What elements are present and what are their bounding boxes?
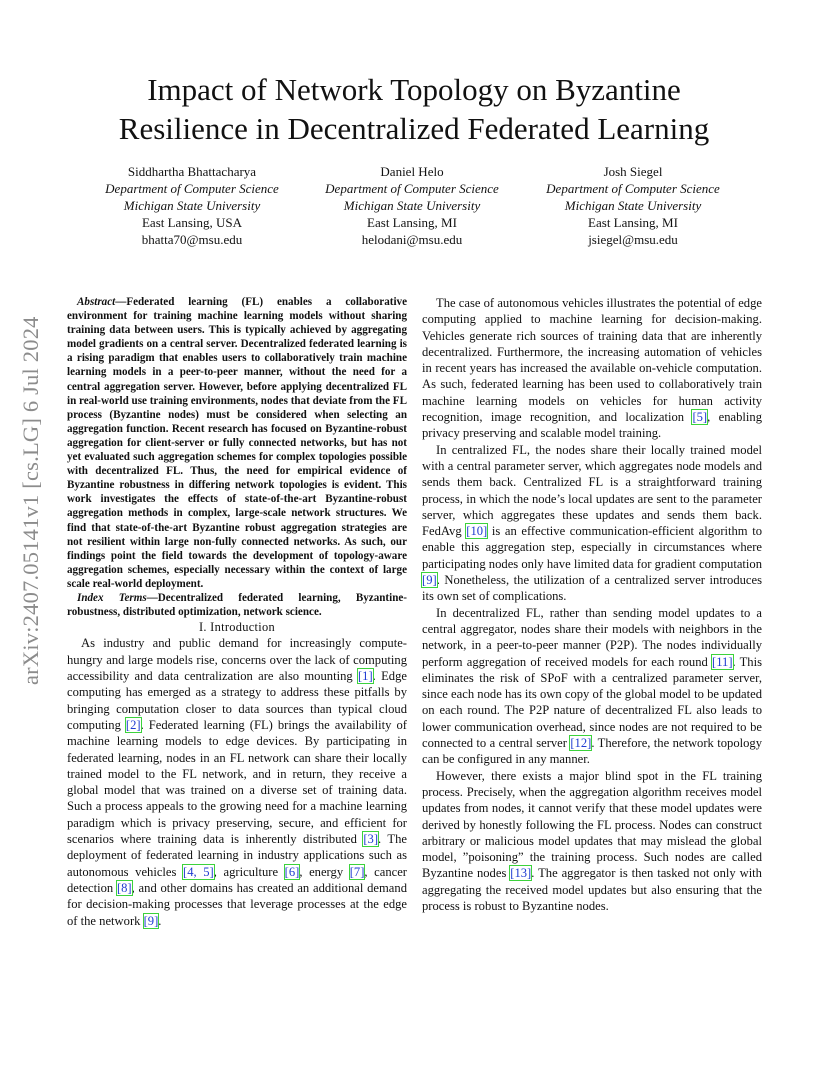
index-terms <box>67 591 407 619</box>
text-run: . The deployment of federated learning in industry applications such as autonomous vehicles <box>67 832 407 879</box>
title-line-1: Impact of Network Topology on Byzantine <box>147 72 681 107</box>
text-run: However, there exists a major blind spot in the FL training process. Precisely, when the aggregation algorithm receives model updates from nodes, it cannot verify that these model updates were derived by honestly following the FL process. Nodes can construct arbitrary or malicious model updates that may mislead the global model, ”poisoning” the training process. Such nodes are called Byzantine nodes <box>422 768 762 881</box>
text-run: The case of autonomous vehicles illustrates the potential of edge computing applied to machine learning for decision-making. Vehicles generate rich sources of training data that are inherently decentralized. Furthermore, the increasing automation of vehicles in recent years has increased the available on-vehicle computation. As such, federated learning has been used to collaboratively train machine learning models on vehicles for human activity recognition, image recognition, and localization <box>422 296 762 425</box>
text-run: , agriculture <box>213 864 285 879</box>
citation-link[interactable]: [13] <box>510 866 532 881</box>
text-run: In decentralized FL, rather than sending model updates to a central aggregator, nodes share their models with neighbors in the network, in a peer-to-peer manner (P2P). The nodes individually perform aggregation of received models for each round <box>422 605 762 669</box>
text-run: . This eliminates the risk of SPoF with a centralized parameter server, since each node has its own copy of the global model to be updated on each round. The P2P nature of decentralized FL also leads to lower communication overhead, since nodes are not required to be connected to a central server <box>422 654 762 751</box>
text-run: . <box>158 913 162 928</box>
text-run: . Nonetheless, the utilization of a centralized server introduces its own set of complications. <box>422 573 762 604</box>
citation-link[interactable]: [9] <box>422 573 437 588</box>
author-department: Department of Computer Science <box>546 181 720 196</box>
abstract <box>67 295 407 619</box>
author-block-1 <box>82 163 302 248</box>
author-department: Department of Computer Science <box>325 181 499 196</box>
citation-link[interactable]: [10] <box>466 524 488 539</box>
citation-link[interactable]: [3] <box>363 832 379 847</box>
text-run: . Federated learning (FL) brings the availability of machine learning models to edge devices. By participating in federated learning, nodes in an FL network can share their locally trained model to the FL network, and in return, they receive a global model that was trained on a diverse set of training data. Such a process appeals to the growing need for a machine learning paradigm which is privacy preserving, secure, and efficient for scenarios where training data is inherently distributed <box>67 717 407 847</box>
text-run: . Edge computing has emerged as a strategy to address these pitfalls by bringing computation closer to data sources than typical cloud computing <box>67 669 407 732</box>
paragraph-byzantine-nodes <box>422 768 762 915</box>
citation-link[interactable]: [7] <box>349 864 365 879</box>
paragraph-autonomous-vehicles <box>422 295 762 442</box>
author-name: Daniel Helo <box>380 164 444 179</box>
arxiv-stamp-text: arXiv:2407.05141v1 [cs.LG] 6 Jul 2024 <box>18 316 43 685</box>
author-block-2 <box>302 163 522 248</box>
text-run: , and other domains has created an additional demand for decision-making processes that leverage processes at the edge of the network <box>67 880 407 928</box>
abstract-label: Abstract <box>77 296 116 308</box>
citation-link[interactable]: [1] <box>357 669 373 684</box>
author-university: Michigan State University <box>564 198 702 213</box>
text-run: . The aggregator is then tasked not only with aggregating the received model updates but also ensuring that the process is robust to Byzantine nodes. <box>422 866 762 913</box>
text-run: , cancer detection <box>67 864 407 895</box>
index-terms-text: —Decentralized federated learning, Byzantine-robustness, distributed optimization, network science. <box>67 591 407 619</box>
citation-link[interactable]: [5] <box>692 410 708 425</box>
citation-link[interactable]: [8] <box>116 880 132 895</box>
citation-link[interactable]: [4, 5] <box>183 864 214 879</box>
paragraph-centralized-fl <box>422 442 762 605</box>
abstract-paragraph <box>67 295 407 591</box>
author-department: Department of Computer Science <box>105 181 279 196</box>
section-heading-introduction: I. Introduction <box>198 620 276 635</box>
citation-link[interactable]: [9] <box>143 913 159 928</box>
author-email: bhatta70@msu.edu <box>141 232 243 247</box>
author-location: East Lansing, MI <box>588 215 678 230</box>
author-email: helodani@msu.edu <box>361 232 463 247</box>
intro-paragraph-1 <box>67 635 407 928</box>
index-terms-label: Index Terms <box>77 591 147 604</box>
author-location: East Lansing, MI <box>367 215 457 230</box>
title-line-2: Resilience in Decentralized Federated Learning <box>118 111 710 146</box>
citation-link[interactable]: [6] <box>284 864 300 879</box>
citation-link[interactable]: [12] <box>570 736 592 751</box>
author-name: Siddhartha Bhattacharya <box>127 164 257 179</box>
author-email: jsiegel@msu.edu <box>588 232 678 247</box>
author-university: Michigan State University <box>123 198 261 213</box>
left-column <box>67 295 407 929</box>
right-column <box>422 295 762 914</box>
author-block-3 <box>523 163 743 248</box>
abstract-text: —Federated learning (FL) enables a collaborative environment for training machine learning models without sharing training data between users. This is typically achieved by aggregating model gradients on a central server. Decentralized federated learning is a rising paradigm that enables users to collaboratively train machine learning models in a peer-to-peer manner, without the need for a central aggregation server. However, before applying decentralized FL in real-world use training environments, nodes that deviate from the FL process (Byzantine nodes) must be considered when selecting an aggregation function. Recent research has focused on Byzantine-robust aggregation for client-server or fully connected networks, but has not yet evaluated such aggregation schemes for complex topologies possible with decentralized FL. Thus, the need for empirical evidence of Byzantine robustness in differing network topologies is evident. This work investigates the effects of state-of-the-art Byzantine-robust aggregation methods in complex, large-scale network structures. We find that state-of-the-art Byzantine robust aggregation strategies are not resilient within large non-fully connected networks. As such, our findings point the field towards the development of topology-aware aggregation schemes, especially necessary within the context of large scale real-world deployment. <box>67 296 407 590</box>
author-university: Michigan State University <box>343 198 481 213</box>
author-location: East Lansing, USA <box>141 215 243 230</box>
citation-link[interactable]: [2] <box>125 717 141 732</box>
text-run: In centralized FL, the nodes share their locally trained model with a central parameter server, which aggregates node models and sends them back. Centralized FL is a straightforward training process, in which the node’s local updates are sent to the parameter server, which aggregates these updates and sends them back. FedAvg <box>422 442 762 539</box>
text-run: , energy <box>299 864 350 879</box>
text-run: . Therefore, the network topology can be configured in any manner. <box>422 736 763 767</box>
paragraph-decentralized-fl <box>422 605 762 768</box>
author-name: Josh Siegel <box>603 164 663 179</box>
paper-title <box>60 70 768 148</box>
text-run: , enabling privacy preserving and scalable model training. <box>422 410 762 441</box>
text-run: is an effective communication-efficient algorithm to enable this aggregation step, especially in circumstances where participating nodes only have limited data for gradient computation <box>422 524 763 571</box>
citation-link[interactable]: [11] <box>712 654 733 669</box>
text-run: As industry and public demand for increasingly compute-hungry and large models rise, concerns over the lack of computing accessibility and data centralization are also mounting <box>67 636 407 684</box>
